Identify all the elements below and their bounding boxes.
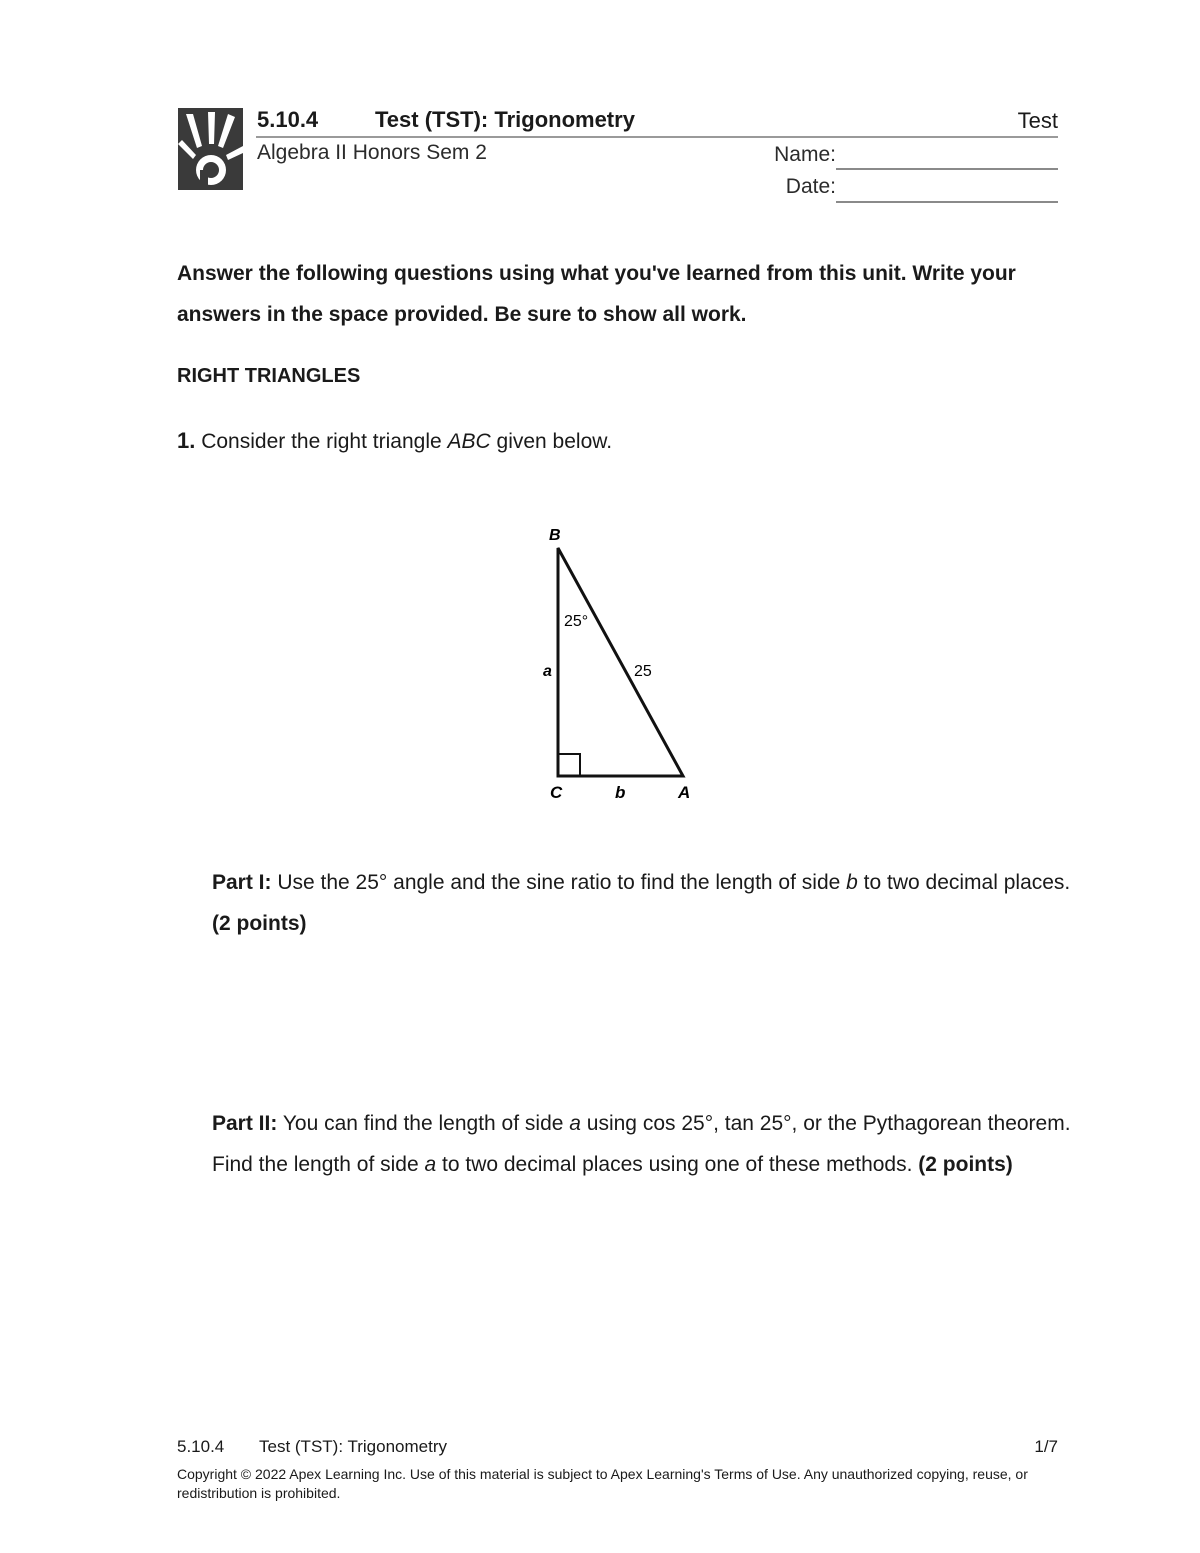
vertex-c-label: C (550, 783, 563, 802)
part-1-variable: b (846, 871, 858, 894)
question-text-end: given below. (490, 430, 613, 453)
side-a-label: a (543, 663, 552, 680)
part-2 (212, 1103, 1072, 1185)
vertex-a-label: A (678, 783, 691, 802)
question-1 (177, 428, 612, 454)
right-angle-marker (558, 754, 580, 776)
part-2-points: (2 points) (918, 1153, 1013, 1176)
angle-label: 25° (564, 613, 589, 630)
part-1-label: Part I: (212, 871, 272, 894)
triangle-shape (558, 548, 683, 776)
name-label: Name: (774, 143, 836, 166)
hypotenuse-label: 25 (634, 663, 652, 680)
date-label: Date: (785, 175, 836, 198)
lesson-title: Test (TST): Trigonometry (375, 107, 635, 132)
part-1-points: (2 points) (212, 912, 307, 935)
date-field[interactable] (836, 201, 1058, 203)
footer-lesson-title: Test (TST): Trigonometry (259, 1437, 447, 1456)
copyright-notice: Copyright © 2022 Apex Learning Inc. Use of this material is subject to Apex Learning's Terms of Use. Any unauthorized copying, reuse, or redistribution is prohibited. (177, 1466, 1028, 1501)
part-1-text-end: to two decimal places. (857, 871, 1071, 894)
part-2-variable-2: a (424, 1153, 437, 1176)
section-heading: RIGHT TRIANGLES (177, 365, 361, 387)
triangle-name: ABC (447, 430, 491, 453)
vertex-b-label: B (549, 527, 561, 544)
course-name: Algebra II Honors Sem 2 (257, 141, 487, 164)
document-type: Test (1017, 108, 1058, 133)
header-divider (256, 136, 1058, 138)
question-text: Consider the right triangle (195, 430, 448, 453)
part-2-text-middle: using cos 25°, tan 25°, or the Pythagorean theorem. Find the length of side (212, 1112, 1071, 1176)
part-1 (212, 862, 1072, 944)
side-b-label: b (615, 783, 626, 802)
footer-lesson-number: 5.10.4 (177, 1437, 225, 1456)
question-number: 1. (177, 428, 196, 453)
part-2-text-end: to two decimal places using one of these methods. (436, 1153, 919, 1176)
part-2-label: Part II: (212, 1112, 278, 1135)
part-1-text: Use the 25° angle and the sine ratio to find the length of side (271, 871, 847, 894)
right-triangle-figure (530, 520, 720, 810)
part-2-text: You can find the length of side (277, 1112, 570, 1135)
lesson-number: 5.10.4 (257, 107, 319, 132)
part-2-variable: a (569, 1112, 581, 1135)
instructions: Answer the following questions using what you've learned from this unit. Write your answers in the space provided. Be sure to show all work. (177, 262, 1016, 326)
page-number: 1/7 (1034, 1437, 1058, 1456)
apex-learning-logo-icon (178, 108, 243, 190)
name-field[interactable] (836, 168, 1058, 170)
